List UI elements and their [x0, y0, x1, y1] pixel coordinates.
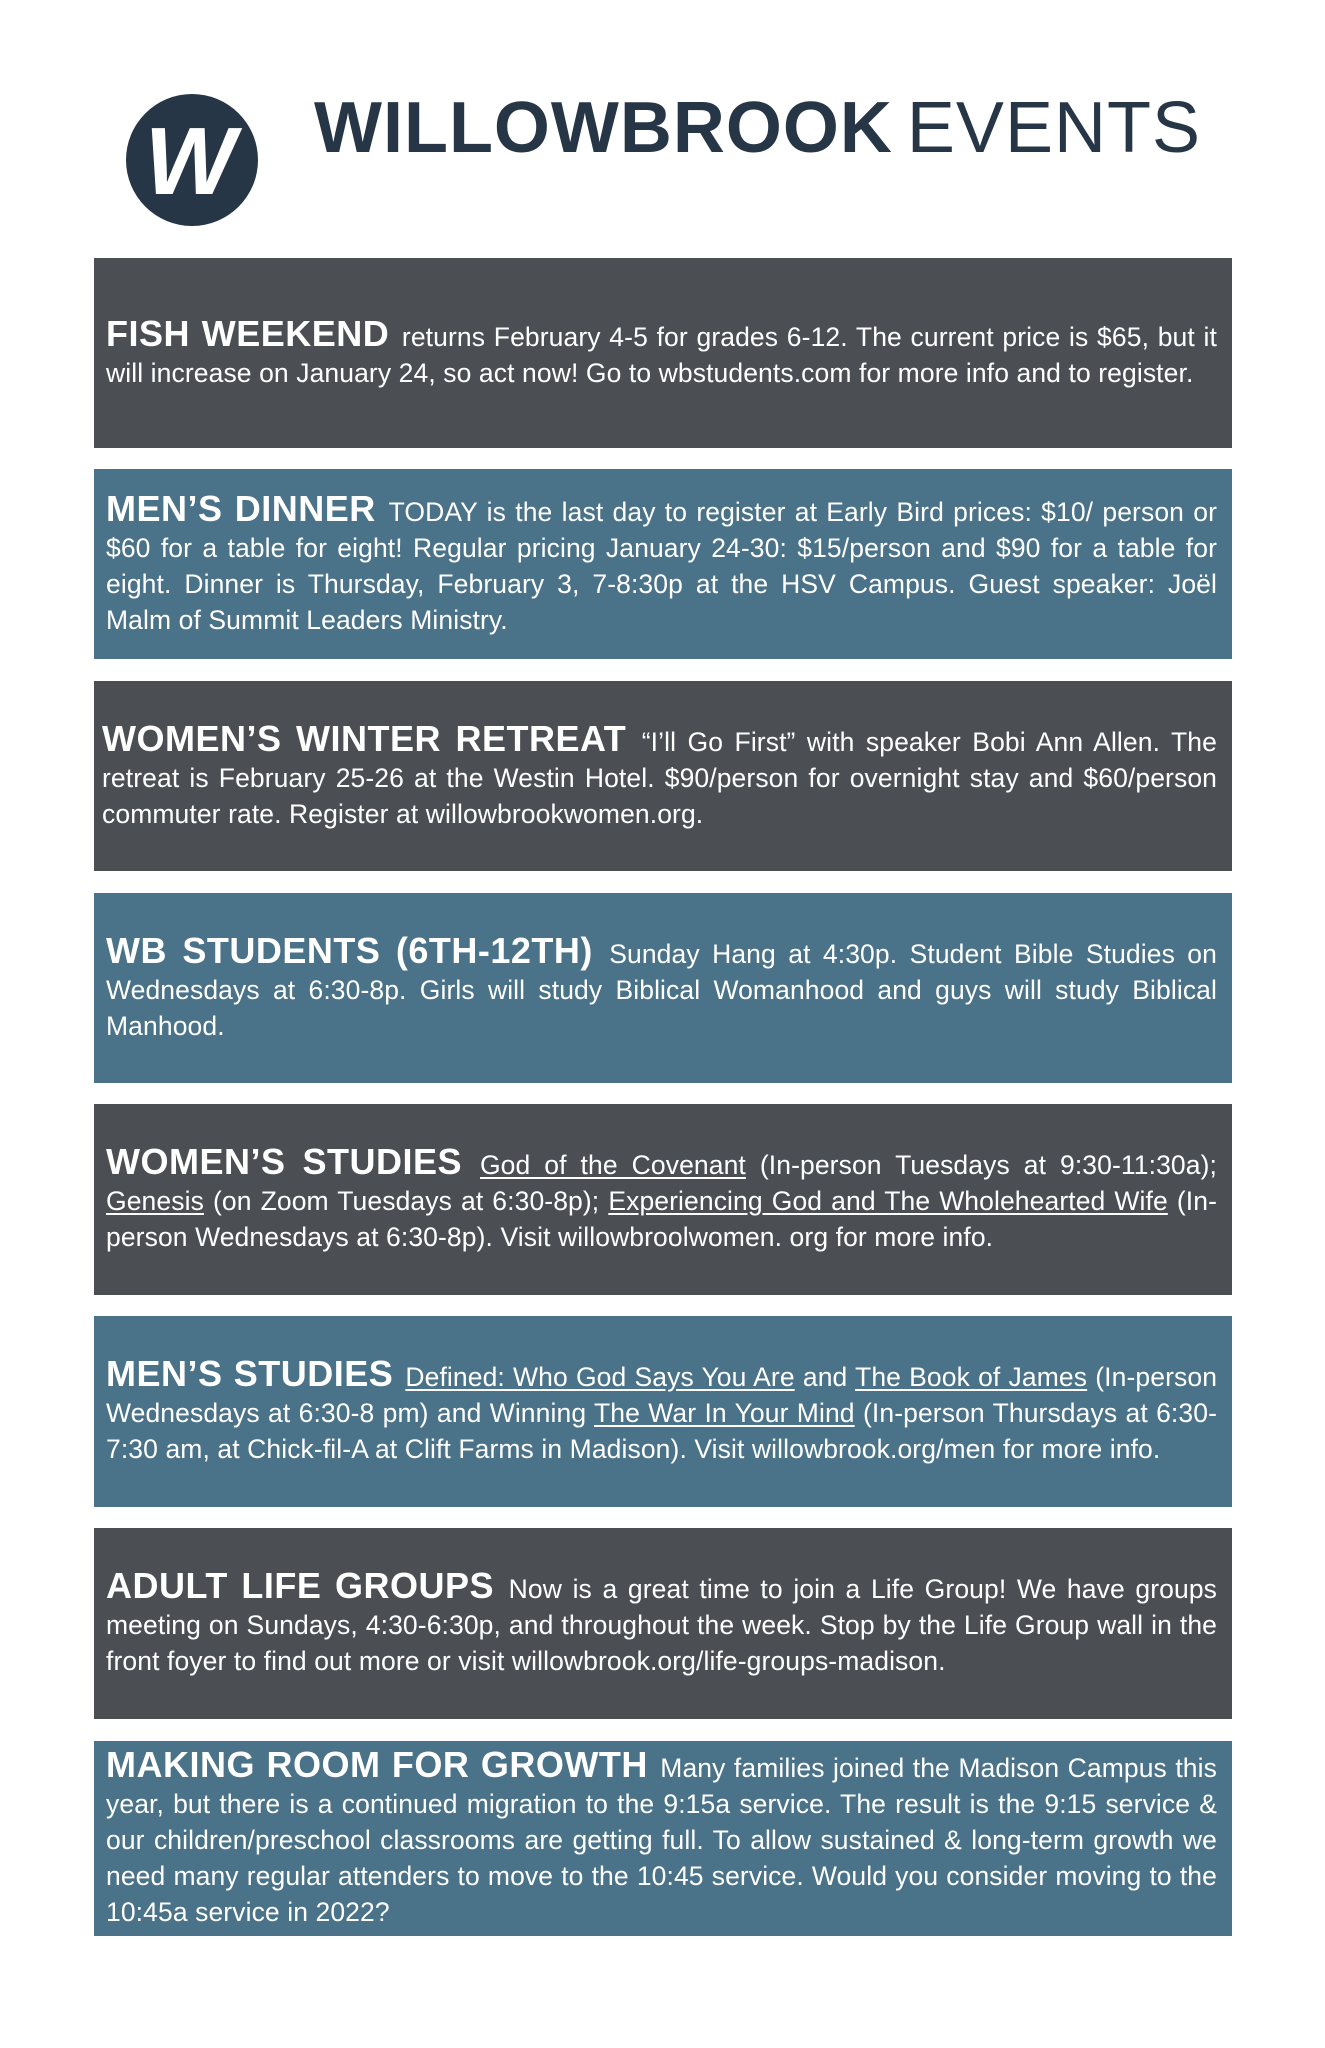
study-title: Experiencing God and The Wholehearted Wife: [608, 1186, 1168, 1216]
event-body: returns February 4-5 for grades 6-12. The current price is $65, but it will increase on January 24, so act now! Go to wbstudents.com for more info and to register.: [106, 321, 1217, 388]
event-body: Sunday Hang at 4:30p. Student Bible Studies on Wednesdays at 6:30-8p. Girls will study Biblical Womanhood and guys will study Biblical Manhood.: [106, 938, 1217, 1041]
event-text: [106, 1141, 1217, 1255]
page-header: [124, 88, 1224, 228]
study-title: Defined: Who God Says You Are: [405, 1362, 795, 1392]
event-heading: ADULT LIFE GROUPS: [106, 1565, 495, 1606]
study-details: (In-person Wednesdays at 6:30-8p). Visit willowbroolwomen. org for more info.: [106, 1186, 1217, 1252]
study-details: (In-person Wednesdays at 6:30-8 pm) and Winning: [106, 1362, 1218, 1428]
study-title: God of the Covenant: [479, 1150, 746, 1180]
study-title: Genesis: [106, 1186, 204, 1216]
event-making-room-for-growth: [94, 1741, 1232, 1936]
study-details: (In-person Thursdays at 6:30-7:30 am, at Chick-fil-A at Clift Farms in Madison). Visit willowbrook.org/men for more info.: [106, 1398, 1217, 1464]
title-light: EVENTS: [906, 88, 1201, 168]
study-details: (on Zoom Tuesdays at 6:30-8p);: [212, 1186, 600, 1216]
study-title: The Book of James: [855, 1362, 1088, 1392]
event-womens-winter-retreat: [94, 681, 1232, 871]
event-mens-dinner: [94, 469, 1232, 659]
event-womens-studies: [94, 1104, 1232, 1295]
event-heading: WOMEN’S WINTER RETREAT: [102, 717, 627, 759]
event-text: [106, 312, 1217, 391]
event-heading: MAKING ROOM FOR GROWTH: [106, 1744, 648, 1785]
page-title: [314, 88, 1201, 168]
event-fish-weekend: [94, 258, 1232, 448]
event-heading: FISH WEEKEND: [106, 312, 390, 354]
event-text: [102, 717, 1217, 832]
event-text: [106, 1353, 1218, 1467]
event-heading: MEN’S DINNER: [106, 487, 376, 529]
study-details: (In-person Tuesdays at 9:30-11:30a);: [759, 1150, 1217, 1180]
event-body: Many families joined the Madison Campus this year, but there is a continued migration to the 9:15a service. The result is the 9:15 service & our children/preschool classrooms are getting full. To allow sustained & long-term growth we need many regular attenders to move to the 10:45 service. Would you consider moving to the 10:45a service in 2022?: [106, 1753, 1217, 1927]
event-wb-students: [94, 893, 1232, 1083]
event-text: [106, 487, 1217, 638]
logo-letter: W: [144, 108, 236, 215]
event-body: TODAY is the last day to register at Early Bird prices: $10/ person or $60 for a table for eight! Regular pricing January 24-30: $15/person and $90 for a table for eight. Dinner is Thursday, February 3, 7-8:30p at the HSV Campus. Guest speaker: Joël Malm of Summit Leaders Ministry.: [106, 496, 1217, 635]
event-heading: MEN’S STUDIES: [106, 1353, 394, 1394]
study-details: and: [802, 1362, 848, 1392]
event-adult-life-groups: [94, 1528, 1232, 1719]
event-heading: WB STUDENTS (6TH-12TH): [106, 929, 593, 971]
event-text: [106, 929, 1217, 1044]
study-title: The War In Your Mind: [593, 1398, 855, 1428]
event-text: [106, 1744, 1217, 1930]
event-body: “I’ll Go First” with speaker Bobi Ann Allen. The retreat is February 25-26 at the Westin Hotel. $90/person for overnight stay and $60/person commuter rate. Register at willowbrookwomen.org.: [102, 726, 1217, 829]
willowbrook-logo: [124, 92, 260, 228]
event-heading: WOMEN’S STUDIES: [106, 1141, 463, 1182]
event-text: [106, 1565, 1218, 1679]
event-mens-studies: [94, 1316, 1232, 1507]
event-body: Now is a great time to join a Life Group! We have groups meeting on Sundays, 4:30-6:30p, and throughout the week. Stop by the Life Group wall in the front foyer to find out more or visit willowbrook.org/life-groups-madison.: [106, 1574, 1218, 1676]
title-bold: WILLOWBROOK: [314, 88, 893, 168]
